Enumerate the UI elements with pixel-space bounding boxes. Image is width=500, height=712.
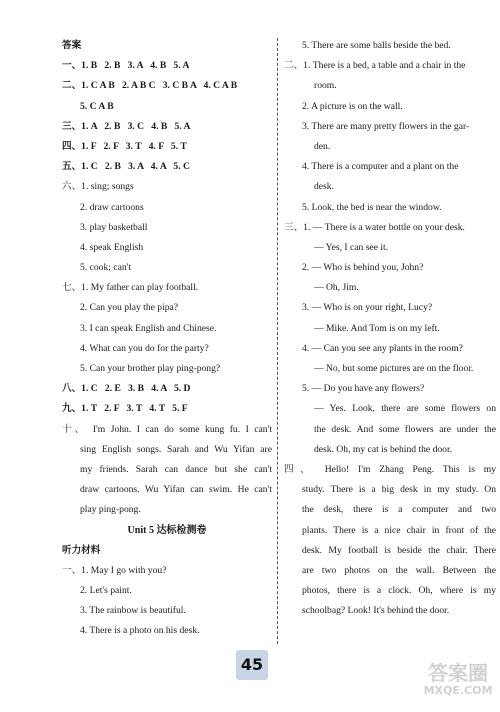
left-line: 5. C A B: [80, 100, 114, 112]
right-line: schoolbag? Look! It's behind the door.: [302, 605, 450, 617]
right-line: — Oh, Jim.: [314, 282, 359, 294]
right-line: 四、 Hello! I'm Zhang Peng. This is my: [284, 463, 496, 475]
left-line: 十、 I'm John. I can do some kung fu. I can't: [62, 423, 272, 435]
left-line: 4. There is a photo on his desk.: [80, 625, 200, 637]
right-line: room.: [314, 80, 337, 92]
right-line: the desk. And some flowers are under the: [314, 423, 496, 435]
left-line: 三、1. A 2. B 3. C 4. B 5. A: [62, 120, 191, 132]
left-line: 五、1. C 2. B 3. A 4. A 5. C: [62, 161, 190, 173]
right-line: 5. — Do you have any flowers?: [302, 383, 425, 395]
right-line: desk.: [314, 181, 334, 193]
right-line: 三、1. — There is a water bottle on your desk.: [284, 221, 465, 233]
left-line: 2. Can you play the pipa?: [80, 302, 179, 314]
left-line: 2. Let's paint.: [80, 585, 132, 597]
watermark-text: 答案圈: [428, 661, 488, 685]
right-line: are two photos on the wall. Between the: [302, 564, 496, 576]
left-line: 听力材料: [62, 544, 101, 556]
column-divider: [277, 38, 278, 644]
right-column: [284, 36, 496, 621]
right-line: 5. There are some balls beside the bed.: [302, 40, 451, 51]
left-line: Unit 5 达标检测卷: [127, 524, 207, 536]
left-line: 八、1. C 2. E 3. B 4. A 5. D: [62, 383, 191, 395]
right-line: desk. My football is beside the chair. There: [302, 544, 496, 556]
left-line: 一、1. B 2. B 3. A 4. B 5. A: [62, 60, 190, 72]
left-line: 3. I can speak English and Chinese.: [80, 322, 217, 334]
left-line: 四、1. F 2. F 3. T 4. F 5. T: [62, 140, 187, 152]
right-line: 4. There is a computer and a plant on the: [302, 161, 459, 173]
right-line: photos, there is a clock. Oh, where is my: [302, 585, 496, 597]
right-line: den.: [314, 140, 331, 152]
left-line: sing English songs. Sarah and Wu Yifan are: [80, 443, 272, 455]
right-line: study. There is a big desk in my study. On: [302, 484, 496, 496]
left-line: 2. draw cartoons: [80, 201, 144, 213]
left-line: 3. The rainbow is beautiful.: [80, 605, 186, 617]
left-line: 5. Can your brother play ping-pong?: [80, 363, 221, 374]
left-line: 二、1. C A B 2. A B C 3. C B A 4. C A B: [62, 80, 238, 92]
left-line: 九、1. T 2. F 3. T 4. T 5. F: [62, 403, 188, 415]
left-line: 六、1. sing; songs: [62, 181, 134, 193]
left-line: 4. What can you do for the party?: [80, 342, 209, 354]
page-number: 45: [236, 650, 268, 680]
right-line: 2. — Who is behind you, John?: [302, 262, 424, 274]
left-column: [62, 36, 272, 642]
right-line: — No, but some pictures are on the floor.: [314, 363, 474, 374]
right-line: — Mike. And Tom is on my left.: [314, 322, 440, 334]
left-line: 3. play basketball: [80, 221, 148, 233]
right-line: 3. There are many pretty flowers in the gar-: [302, 120, 470, 132]
right-line: the desk, there is a computer and two: [302, 504, 496, 516]
right-line: plants. There is a nice chair in front of the: [302, 524, 496, 536]
right-line: 5. Look, the bed is near the window.: [302, 201, 442, 213]
right-line: 2. A picture is on the wall.: [302, 100, 403, 112]
watermark-logo: [420, 662, 496, 708]
left-line: my friends. Sarah can dance but she can't: [80, 463, 272, 475]
left-line: 4. speak English: [80, 241, 144, 253]
right-line: 3. — Who is on your right, Lucy?: [302, 302, 433, 314]
left-line: 七、1. My father can play football.: [62, 282, 199, 294]
left-line: 答案: [62, 40, 82, 51]
left-line: draw cartoons. Wu Yifan can swim. He can't: [80, 484, 272, 496]
left-line: 一、1. May I go with you?: [62, 564, 167, 576]
watermark-url: MXQE.COM: [423, 684, 493, 697]
right-line: 4. — Can you see any plants in the room?: [302, 342, 463, 354]
right-line: — Yes. Look, there are some flowers on: [314, 403, 496, 415]
left-line: play ping-pong.: [80, 504, 141, 516]
right-line: — Yes, I can see it.: [314, 241, 389, 253]
left-line: 5. cook; can't: [80, 262, 132, 274]
right-line: 二、1. There is a bed, a table and a chair in the: [284, 60, 466, 72]
right-line: desk. Oh, my cat is behind the door.: [314, 443, 453, 455]
